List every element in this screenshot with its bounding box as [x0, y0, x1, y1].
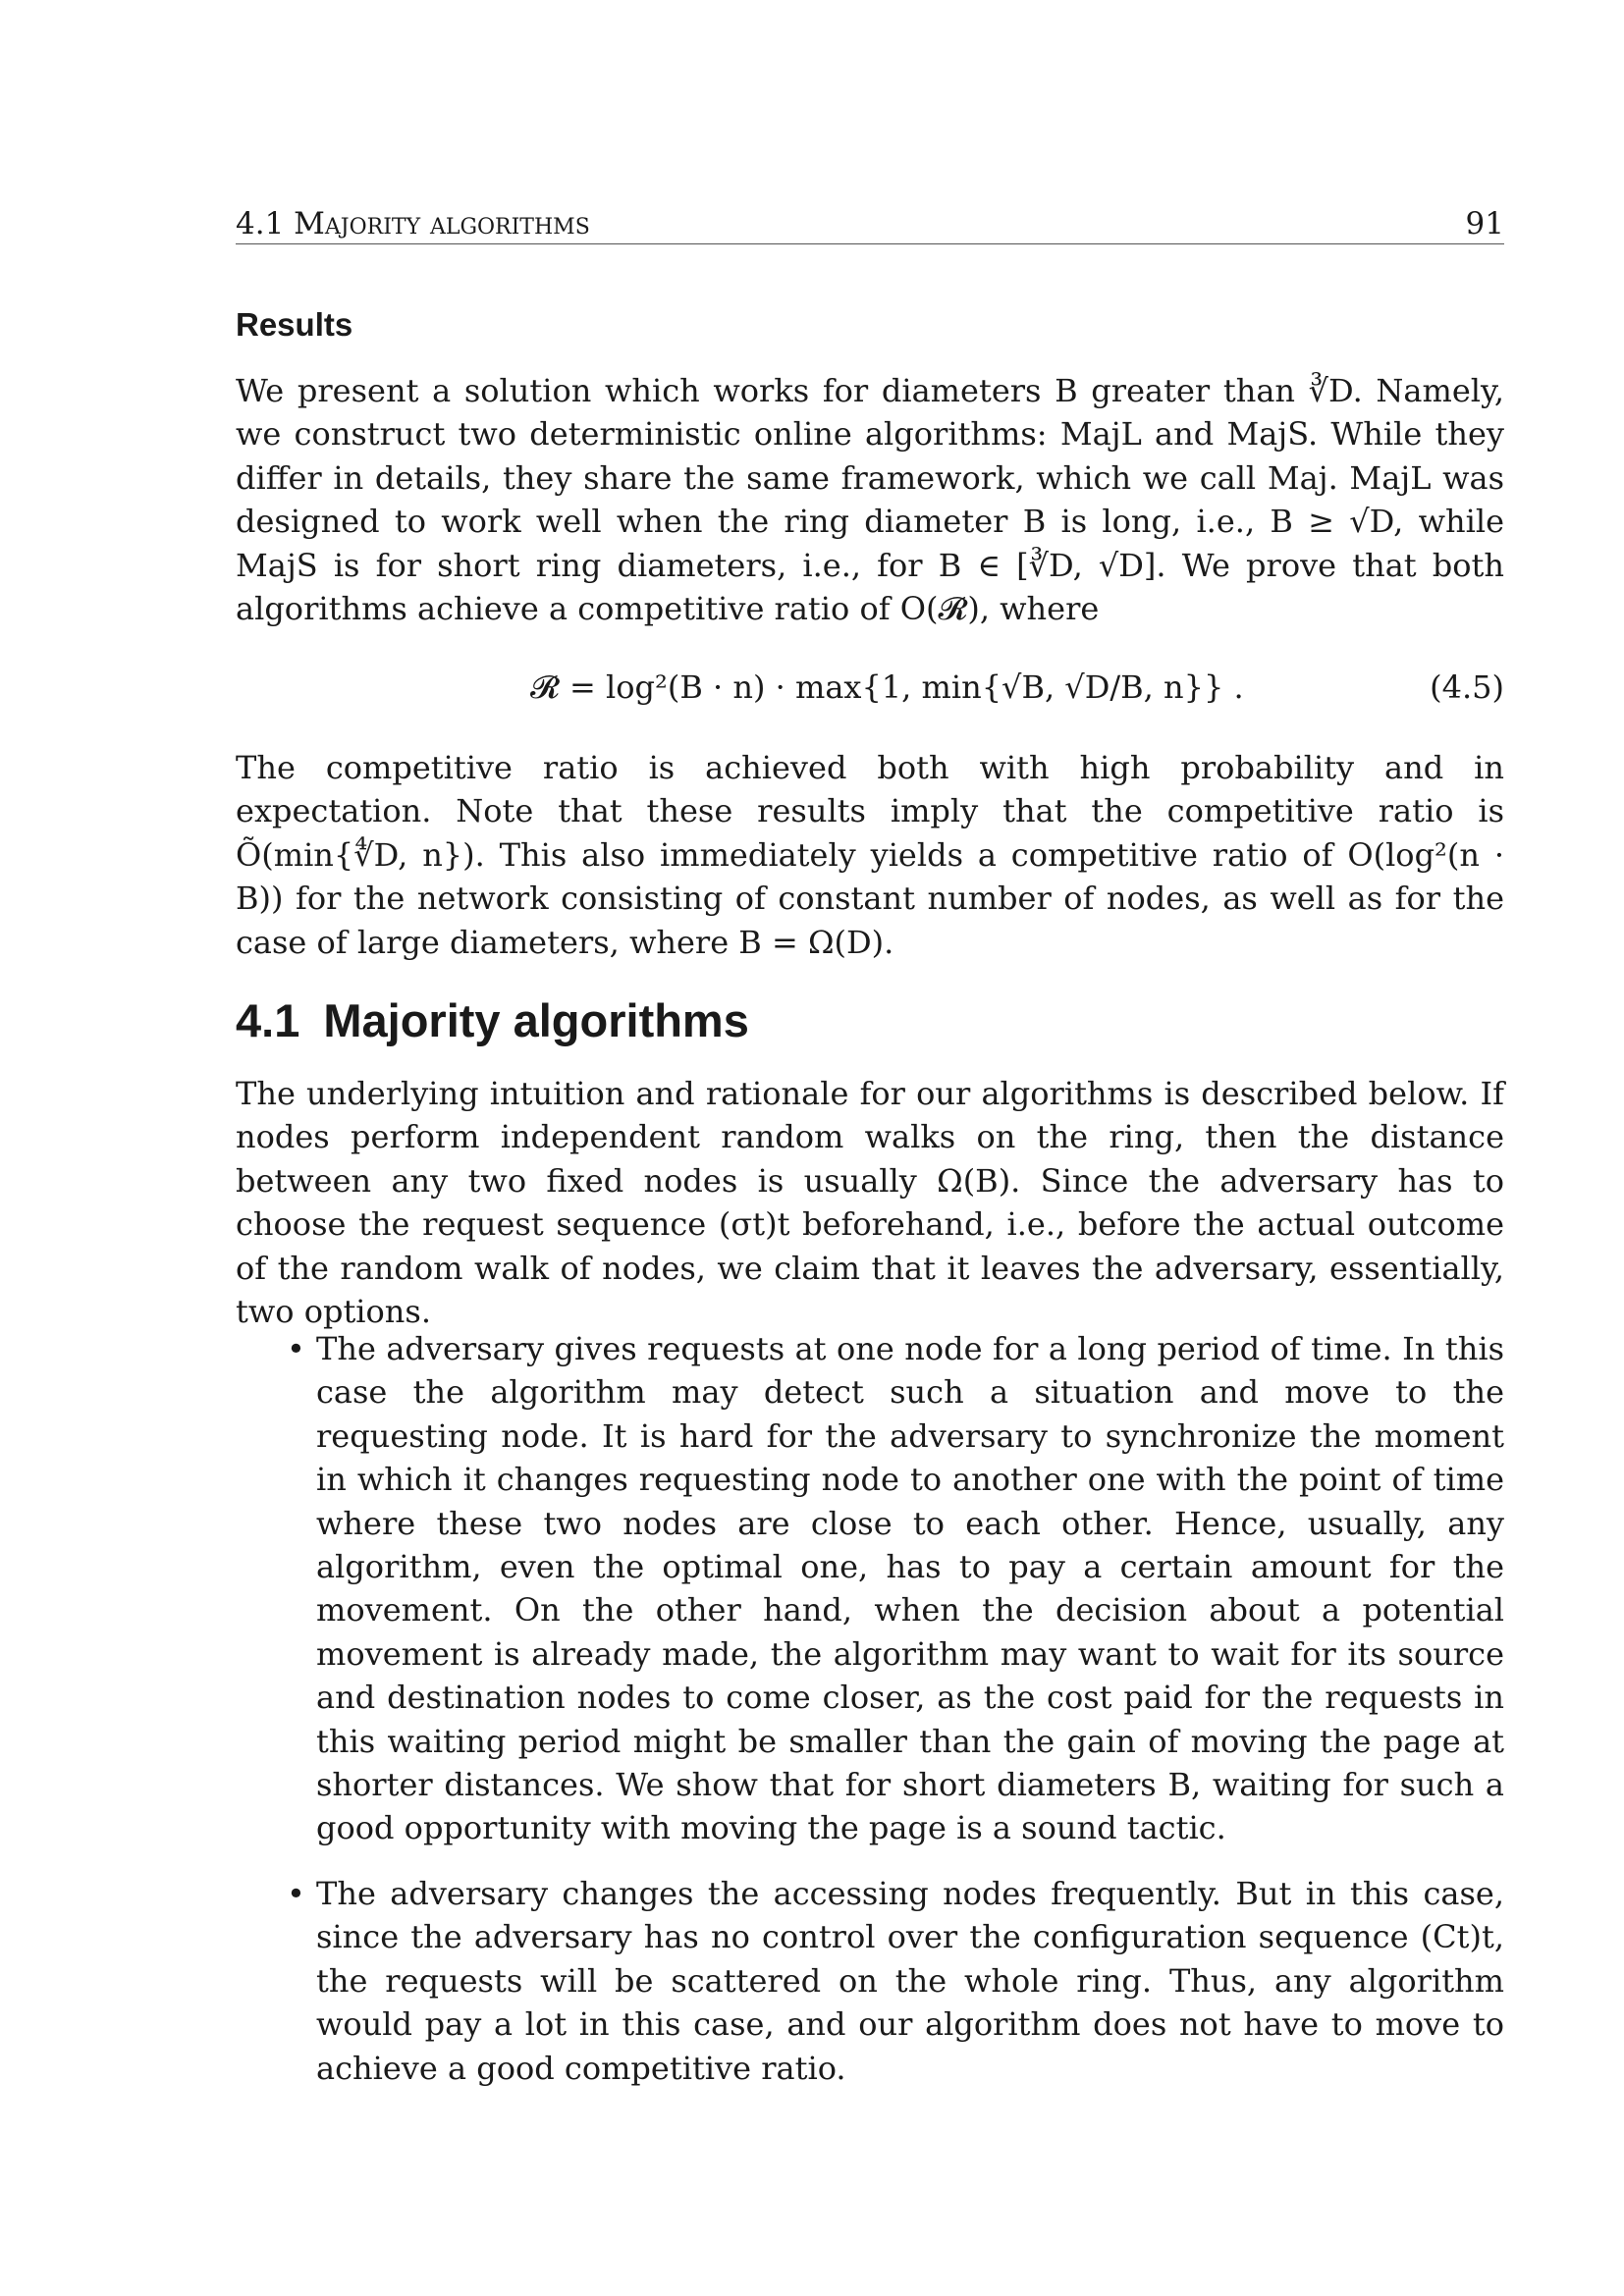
bullet-glyph: • [287, 1330, 305, 1367]
bullet-text-1: The adversary gives requests at one node for a long period of time. In this case the algorithm may detect such a situation and move to the requesting node. It is hard for the adversary to synchronize the moment in which it changes requesting node to another one with the point of time where these two nodes are close to each other. Hence, usually, any algorithm, even the optimal one, has to pay a certain amount for the movement. On the other hand, when the decision about a potential movement is already made, the algorithm may want to wait for its source and destination nodes to come closer, as the cost paid for the requests in this waiting period might be smaller than the gain of moving the page at shorter distances. We show that for short diameters B, waiting for such a good opportunity with moving the page is a sound tactic. [316, 1330, 1504, 1847]
section-heading [236, 993, 749, 1047]
results-paragraph-1: We present a solution which works for diameters B greater than ∛D. Namely, we construct two deterministic online algorithms: MajL and MajS. While they differ in details, they share the same framework, which we call Maj. MajL was designed to work well when the ring diameter B is long, i.e., B ≥ √D, while MajS is for short ring diameters, i.e., for B ∈ [∛D, √D]. We prove that both algorithms achieve a competitive ratio of O(𝓡), where [236, 372, 1504, 628]
bullet-item-2 [236, 1872, 1504, 2090]
section-number: 4.1 [236, 994, 300, 1046]
running-head-section: 4.1 Majority algorithms [236, 206, 590, 241]
intro-paragraph: The underlying intuition and rationale for our algorithms is described below. If nodes perform independent random walks on the ring, then the distance between any two fixed nodes is usually Ω(B). Since the adversary has to choose the request sequence (σt)t beforehand, i.e., before the actual outcome of the random walk of nodes, we claim that it leaves the adversary, essentially, two options. [236, 1075, 1504, 1331]
bullet-glyph: • [287, 1874, 305, 1912]
running-head [236, 204, 1504, 244]
bullet-text-2: The adversary changes the accessing nodes frequently. But in this case, since the adversary has no control over the configuration sequence (Ct)t, the requests will be scattered on the whole ring. Thus, any algorithm would pay a lot in this case, and our algorithm does not have to move to achieve a good competitive ratio. [316, 1874, 1504, 2087]
results-heading: Results [236, 306, 353, 343]
page-number: 91 [1465, 206, 1504, 241]
equation-4-5 [236, 660, 1504, 715]
results-paragraph-2: The competitive ratio is achieved both with high probability and in expectation. Note that these results imply that the competitive ratio is Õ(min{∜D, n}). This also immediately yields a competitive ratio of O(log²(n · B)) for the network consisting of constant number of nodes, as well as for the case of large diameters, where B = Ω(D). [236, 749, 1504, 961]
section-title: Majority algorithms [323, 994, 749, 1046]
equation-body: 𝓡 = log²(B · n) · max{1, min{√B, √D/B, n}} . [530, 668, 1244, 706]
bullet-list [236, 1327, 1504, 2090]
bullet-item-1 [236, 1327, 1504, 1850]
equation-number: (4.5) [1430, 668, 1504, 706]
